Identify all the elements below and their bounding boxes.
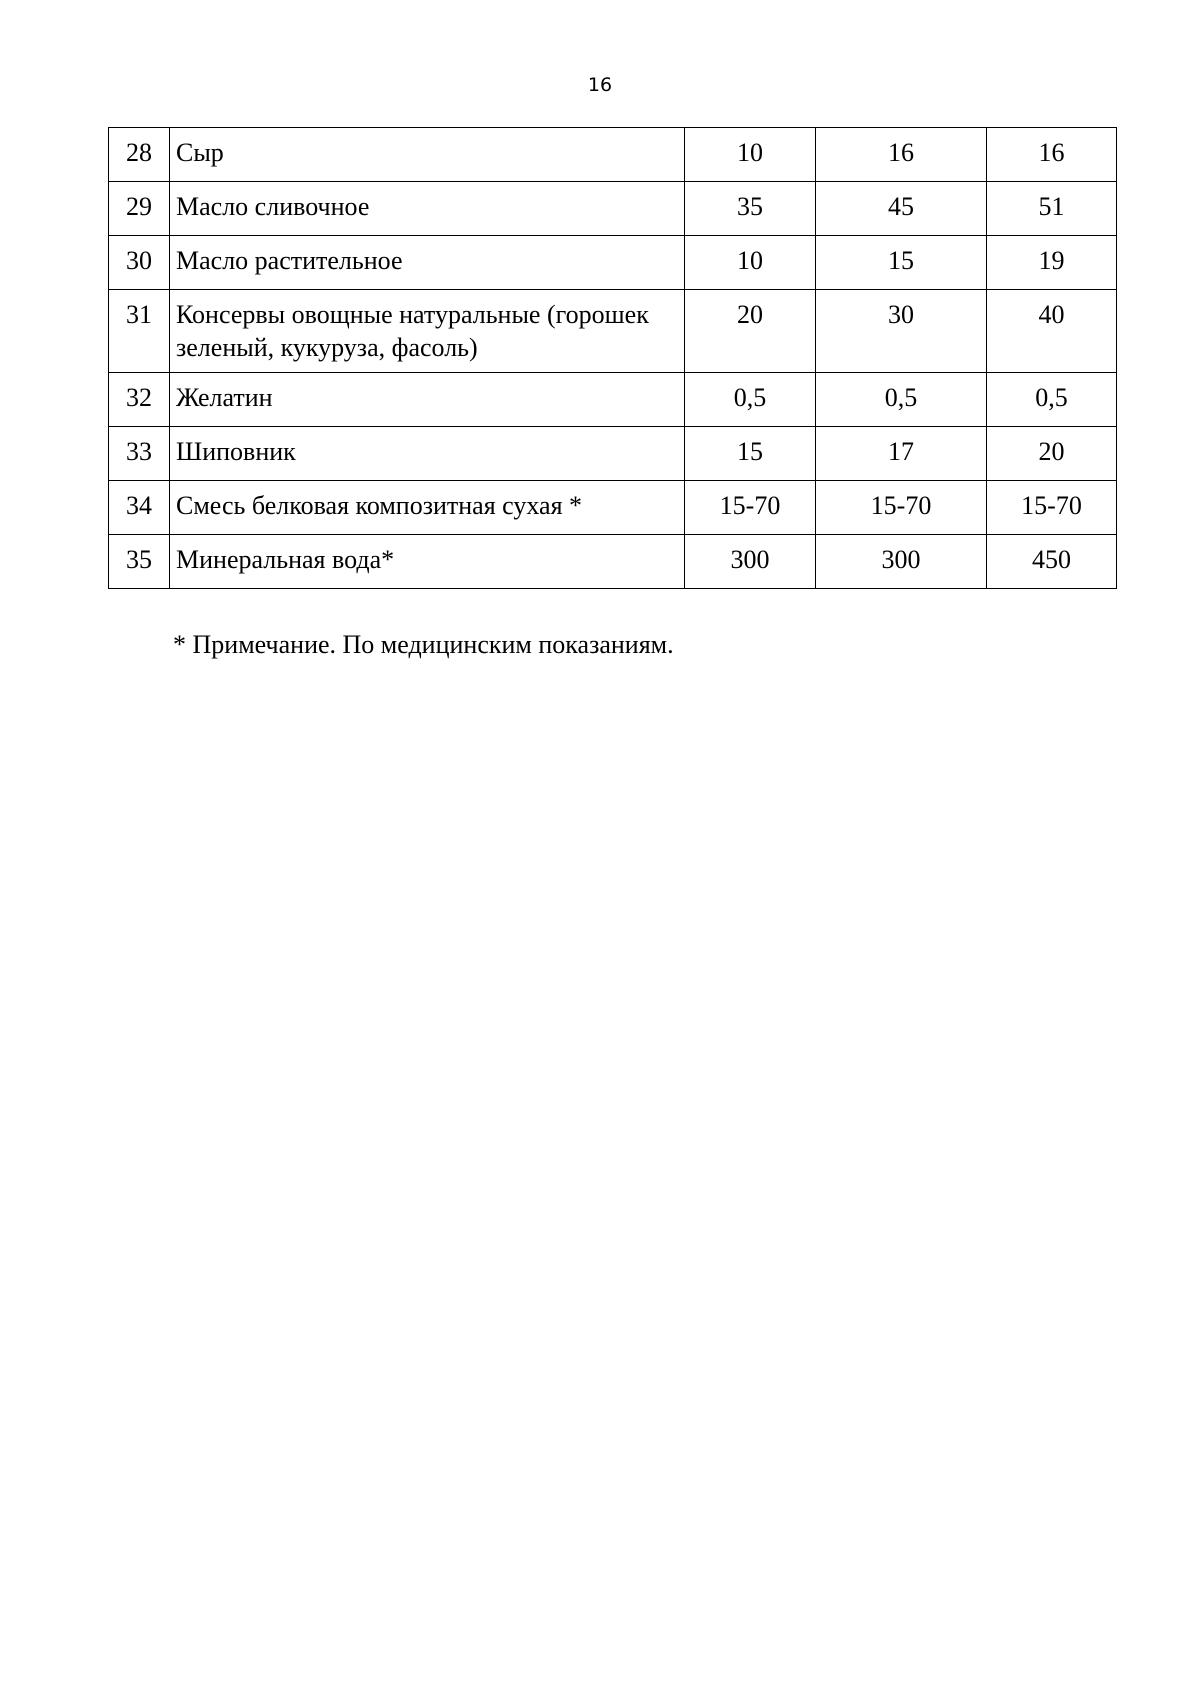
row-number-cell: 34 xyxy=(109,481,170,535)
row-number-cell: 30 xyxy=(109,236,170,290)
value-cell-3: 450 xyxy=(987,535,1117,589)
value-cell-1: 35 xyxy=(685,182,816,236)
value-cell-3: 15-70 xyxy=(987,481,1117,535)
table-row xyxy=(109,182,1117,236)
value-cell-1: 20 xyxy=(685,290,816,373)
value-cell-2: 45 xyxy=(816,182,987,236)
products-table xyxy=(108,127,1117,589)
product-name-cell: Консервы овощные натуральные (горошек зеленый, кукуруза, фасоль) xyxy=(170,290,685,373)
table-row xyxy=(109,535,1117,589)
value-cell-2: 15 xyxy=(816,236,987,290)
table-row xyxy=(109,427,1117,481)
value-cell-3: 19 xyxy=(987,236,1117,290)
value-cell-2: 17 xyxy=(816,427,987,481)
value-cell-2: 30 xyxy=(816,290,987,373)
table-row xyxy=(109,481,1117,535)
product-name-cell: Масло растительное xyxy=(170,236,685,290)
table-row xyxy=(109,236,1117,290)
value-cell-3: 40 xyxy=(987,290,1117,373)
product-name-cell: Сыр xyxy=(170,128,685,182)
value-cell-3: 20 xyxy=(987,427,1117,481)
table-row xyxy=(109,373,1117,427)
row-number-cell: 31 xyxy=(109,290,170,373)
product-name-cell: Шиповник xyxy=(170,427,685,481)
value-cell-1: 300 xyxy=(685,535,816,589)
product-name-cell: Масло сливочное xyxy=(170,182,685,236)
table-row xyxy=(109,290,1117,373)
table-row xyxy=(109,128,1117,182)
row-number-cell: 35 xyxy=(109,535,170,589)
product-name-cell: Желатин xyxy=(170,373,685,427)
value-cell-1: 10 xyxy=(685,128,816,182)
value-cell-1: 15-70 xyxy=(685,481,816,535)
value-cell-1: 0,5 xyxy=(685,373,816,427)
value-cell-3: 0,5 xyxy=(987,373,1117,427)
row-number-cell: 28 xyxy=(109,128,170,182)
row-number-cell: 32 xyxy=(109,373,170,427)
value-cell-3: 16 xyxy=(987,128,1117,182)
value-cell-1: 15 xyxy=(685,427,816,481)
value-cell-2: 300 xyxy=(816,535,987,589)
value-cell-1: 10 xyxy=(685,236,816,290)
value-cell-2: 15-70 xyxy=(816,481,987,535)
value-cell-3: 51 xyxy=(987,182,1117,236)
value-cell-2: 0,5 xyxy=(816,373,987,427)
page-number: 16 xyxy=(587,74,613,96)
row-number-cell: 33 xyxy=(109,427,170,481)
row-number-cell: 29 xyxy=(109,182,170,236)
footnote: * Примечание. По медицинским показаниям. xyxy=(173,630,674,659)
product-name-cell: Смесь белковая композитная сухая * xyxy=(170,481,685,535)
product-name-cell: Минеральная вода* xyxy=(170,535,685,589)
value-cell-2: 16 xyxy=(816,128,987,182)
